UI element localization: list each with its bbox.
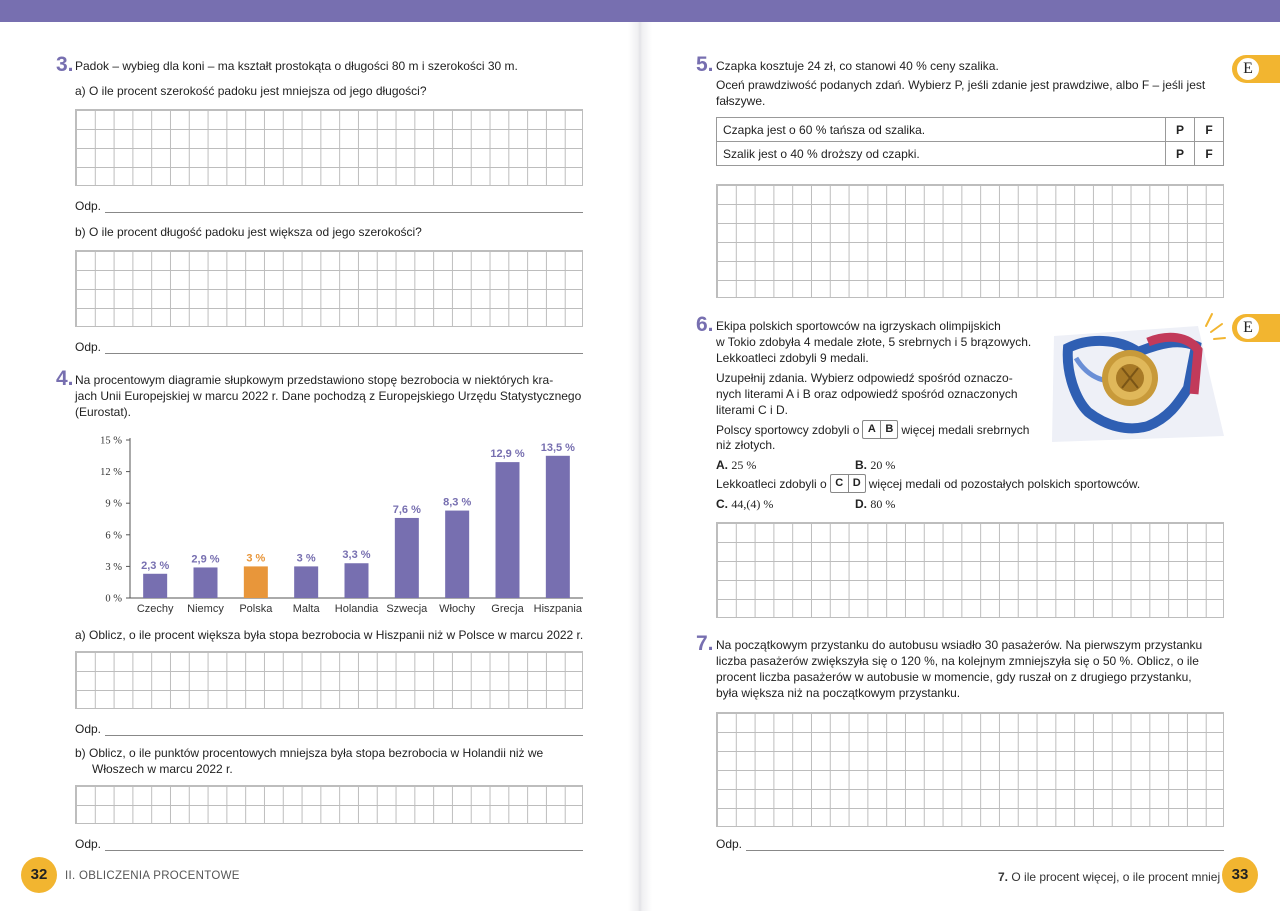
y-tick-label: 0 % <box>105 593 122 605</box>
x-tick-label: Czechy <box>136 603 174 615</box>
bar-holandia <box>345 563 369 598</box>
extension-tab-5: E <box>1232 55 1280 83</box>
task4-text-line1: Na procentowym diagramie słupkowym przedstawiono stopę bezrobocia w niektórych kra- <box>75 373 554 387</box>
answer-grid-4b[interactable] <box>75 785 583 824</box>
bar-włochy <box>445 511 469 598</box>
bar-value-label: 3,3 % <box>342 549 371 562</box>
answer-grid-3b[interactable] <box>75 250 583 327</box>
statement-text: Szalik jest o 40 % droższy od czapki. <box>717 142 1166 166</box>
odp-label: Odp. <box>75 199 102 213</box>
task6-sentence1: Polscy sportowcy zdobyli o A B więcej medali srebrnych <box>716 420 1029 439</box>
task4a-question: a) Oblicz, o ile procent większa była stopa bezrobocia w Hiszpanii niż w Polsce w marcu 2022 r. <box>75 628 584 642</box>
answer-option-a: A. 25 % <box>716 458 757 472</box>
task6-line4: Uzupełnij zdania. Wybierz odpowiedź spośród oznaczo- <box>716 371 1013 385</box>
task7-line4: była większa niż na początkowym przystanku. <box>716 686 961 700</box>
bar-value-label: 3 % <box>246 552 266 565</box>
bar-grecja <box>496 462 520 598</box>
task7-line2: liczba pasażerów zwiększyła się o 120 %, na kolejnym zmniejszyła się o 50 %. Oblicz, o ile <box>716 654 1199 668</box>
option-b[interactable]: B <box>880 421 897 438</box>
x-tick-label: Malta <box>292 603 320 615</box>
answer-line-4b[interactable] <box>75 837 583 851</box>
option-a[interactable]: A <box>867 423 876 435</box>
option-d[interactable]: D <box>848 475 865 492</box>
task3b-question: b) O ile procent długość padoku jest większa od jego szerokości? <box>75 225 422 239</box>
table-row <box>717 118 1224 142</box>
task6-line2: w Tokio zdobyła 4 medale złote, 5 srebrnych i 5 brązowych. <box>716 335 1032 349</box>
task6-sentence1-end: niż złotych. <box>716 438 776 452</box>
bar-hiszpania <box>546 456 570 598</box>
task4b-question-line2: Włoszech w marcu 2022 r. <box>92 762 233 776</box>
true-option[interactable]: P <box>1166 118 1195 142</box>
y-tick-label: 12 % <box>100 467 122 479</box>
bar-value-label: 12,9 % <box>490 448 525 461</box>
bar-value-label: 8,3 % <box>443 496 472 509</box>
answer-line-3b[interactable] <box>75 340 583 354</box>
task3-text: Padok – wybieg dla koni – ma kształt prostokąta o długości 80 m i szerokości 30 m. <box>75 59 518 73</box>
task4b-question-line1: b) Oblicz, o ile punktów procentowych mniejsza była stopa bezrobocia w Holandii niż we <box>75 746 544 760</box>
statement-text: Czapka jest o 60 % tańsza od szalika. <box>717 118 1166 142</box>
task6-line6: literami C i D. <box>716 403 789 417</box>
odp-label: Odp. <box>716 837 743 851</box>
page-number-left: 32 <box>21 857 57 893</box>
answer-option-d: D. 80 % <box>855 497 896 511</box>
bar-niemcy <box>194 567 218 598</box>
answer-line-4a[interactable] <box>75 722 583 736</box>
section-footer: 7. O ile procent więcej, o ile procent mniej <box>998 870 1221 884</box>
unemployment-bar-chart <box>75 430 585 620</box>
answer-grid-3a[interactable] <box>75 109 583 186</box>
bar-szwecja <box>395 518 419 598</box>
task7-line3: procent liczba pasażerów w autobusie w momencie, gdy ruszał on z drugiego przystanku, <box>716 670 1192 684</box>
y-tick-label: 3 % <box>105 561 122 573</box>
odp-label: Odp. <box>75 722 102 736</box>
task7-number: 7. <box>696 632 714 655</box>
x-tick-label: Szwecja <box>386 603 428 615</box>
bar-value-label: 7,6 % <box>392 503 421 516</box>
y-tick-label: 6 % <box>105 530 122 542</box>
extension-tab-6: E <box>1232 314 1280 342</box>
task4-text-line3: (Eurostat). <box>75 405 132 419</box>
task6-line5: nych literami A i B oraz odpowiedź spośród oznaczonych <box>716 387 1018 401</box>
task4-number: 4. <box>56 367 74 390</box>
page-number-right: 33 <box>1222 857 1258 893</box>
task6-line3: Lekkoatleci zdobyli 9 medali. <box>716 351 869 365</box>
task6-sentence2: Lekkoatleci zdobyli o C D więcej medali od pozostałych polskich sportowców. <box>716 474 1140 493</box>
answer-line-3a[interactable] <box>75 199 583 213</box>
task7-line1: Na początkowym przystanku do autobusu wsiadło 30 pasażerów. Na pierwszym przystanku <box>716 638 1203 652</box>
answer-grid-7[interactable] <box>716 712 1224 827</box>
top-color-bar <box>0 0 1280 22</box>
table-row <box>717 142 1224 166</box>
choice-box-cd[interactable] <box>830 474 866 493</box>
bar-value-label: 3 % <box>296 552 316 565</box>
y-tick-label: 15 % <box>100 435 122 447</box>
answer-line-7[interactable] <box>716 837 1224 851</box>
x-tick-label: Grecja <box>491 603 524 615</box>
bar-czechy <box>143 574 167 598</box>
bar-polska <box>244 566 268 598</box>
odp-label: Odp. <box>75 837 102 851</box>
x-tick-label: Holandia <box>334 603 379 615</box>
answer-option-c: C. 44,(4) % <box>716 497 774 511</box>
x-tick-label: Niemcy <box>187 603 224 615</box>
choice-box-ab[interactable] <box>862 420 898 439</box>
true-option[interactable]: P <box>1166 142 1195 166</box>
task4-text-line2: jach Unii Europejskiej w marcu 2022 r. Dane pochodzą z Europejskiego Urzędu Statystycznego <box>75 389 582 403</box>
answer-grid-4a[interactable] <box>75 651 583 709</box>
option-c[interactable]: C <box>835 477 844 489</box>
odp-label: Odp. <box>75 340 102 354</box>
task5-line2: Oceń prawdziwość podanych zdań. Wybierz P, jeśli zdanie jest prawdziwe, albo F – jeśli jest <box>716 78 1206 92</box>
answer-grid-5[interactable] <box>716 184 1224 298</box>
y-tick-label: 9 % <box>105 498 122 510</box>
book-spine <box>628 22 652 911</box>
false-option[interactable]: F <box>1195 142 1224 166</box>
task3-number: 3. <box>56 53 74 76</box>
olympic-medal-image <box>1048 308 1228 444</box>
bar-malta <box>294 566 318 598</box>
task6-number: 6. <box>696 313 714 336</box>
task6-line1: Ekipa polskich sportowców na igrzyskach olimpijskich <box>716 319 1001 333</box>
task5-number: 5. <box>696 53 714 76</box>
bar-value-label: 13,5 % <box>540 441 575 454</box>
answer-option-b: B. 20 % <box>855 458 896 472</box>
false-option[interactable]: F <box>1195 118 1224 142</box>
x-tick-label: Włochy <box>439 603 476 615</box>
x-tick-label: Hiszpania <box>533 603 582 615</box>
true-false-table <box>716 117 1224 166</box>
answer-grid-6[interactable] <box>716 522 1224 618</box>
bar-value-label: 2,9 % <box>191 553 220 566</box>
chapter-footer: II. OBLICZENIA PROCENTOWE <box>65 870 240 882</box>
x-tick-label: Polska <box>239 603 273 615</box>
bar-value-label: 2,3 % <box>141 559 170 572</box>
task5-line3: fałszywe. <box>716 94 766 108</box>
task5-line1: Czapka kosztuje 24 zł, co stanowi 40 % ceny szalika. <box>716 59 999 73</box>
task3a-question: a) O ile procent szerokość padoku jest mniejsza od jego długości? <box>75 84 427 98</box>
